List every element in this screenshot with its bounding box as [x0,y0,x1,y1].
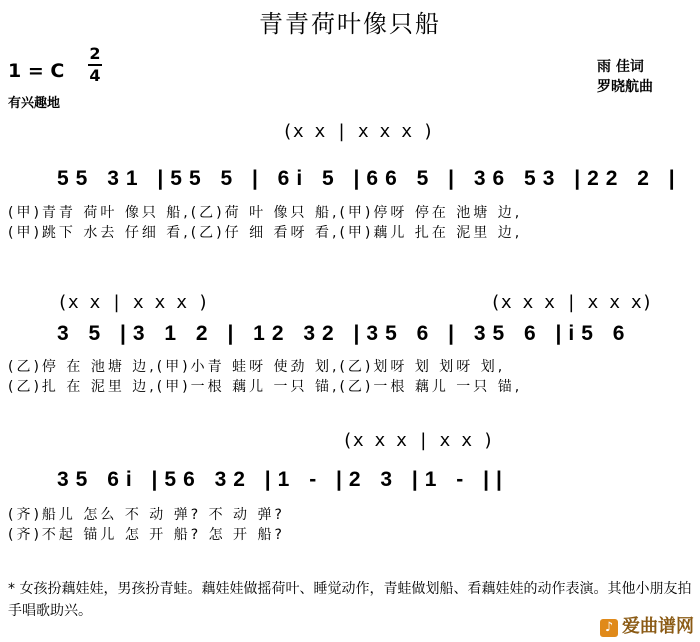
percussion-line: (x x x | x x x) [490,292,653,313]
music-note-icon: ♪ [600,619,618,637]
percussion-line: (x x | x x x ) [282,121,434,142]
lyrics-line: (甲)跳下 水去 仔细 看,(乙)仔 细 看呀 看,(甲)藕儿 扎在 泥里 边, [8,225,523,241]
tempo-marking: 有兴趣地 [8,96,61,111]
watermark-text: 爱曲谱网 [622,616,694,637]
lyrics-line: (甲)青青 荷叶 像只 船,(乙)荷 叶 像只 船,(甲)停呀 停在 池塘 边, [8,205,523,221]
meter-top: 2 [89,44,101,63]
notation-line: 3 5 |3 1 2 | 12 32 |35 6 | 35 6 |i5 6 [57,322,632,345]
key-signature: 1 = C [8,60,65,82]
time-signature [87,44,103,86]
lyrics-line: (乙)停 在 池塘 边,(甲)小青 蛙呀 使劲 划,(乙)划呀 划 划呀 划, [8,359,506,375]
meter-bottom: 4 [89,66,101,85]
site-watermark [600,612,694,638]
notation-line: 35 6i |56 32 |1 - |2 3 |1 - || [57,468,509,491]
percussion-line: (x x | x x x ) [57,292,209,313]
percussion-line: (x x x | x x ) [342,430,494,451]
composer-credit: 罗晓航曲 [597,79,653,95]
lyrics-line: (齐)不起 锚儿 怎 开 船? 怎 开 船? [8,527,285,543]
lyrics-line: (齐)船儿 怎么 不 动 弹? 不 动 弹? [8,507,285,523]
lyricist-credit: 雨 佳词 [597,59,644,75]
song-title: 青青荷叶像只船 [259,10,441,38]
performance-note: * 女孩扮藕娃娃，男孩扮青蛙。藕娃娃做摇荷叶、睡觉动作，青蛙做划船、看藕娃娃的动作表演。其他小朋友拍手唱歌助兴。 [8,581,692,619]
notation-line: 55 31 |55 5 | 6i 5 |66 5 | 36 53 |22 2 | [57,167,682,190]
lyrics-line: (乙)扎 在 泥里 边,(甲)一根 藕儿 一只 锚,(乙)一根 藕儿 一只 锚, [8,379,523,395]
